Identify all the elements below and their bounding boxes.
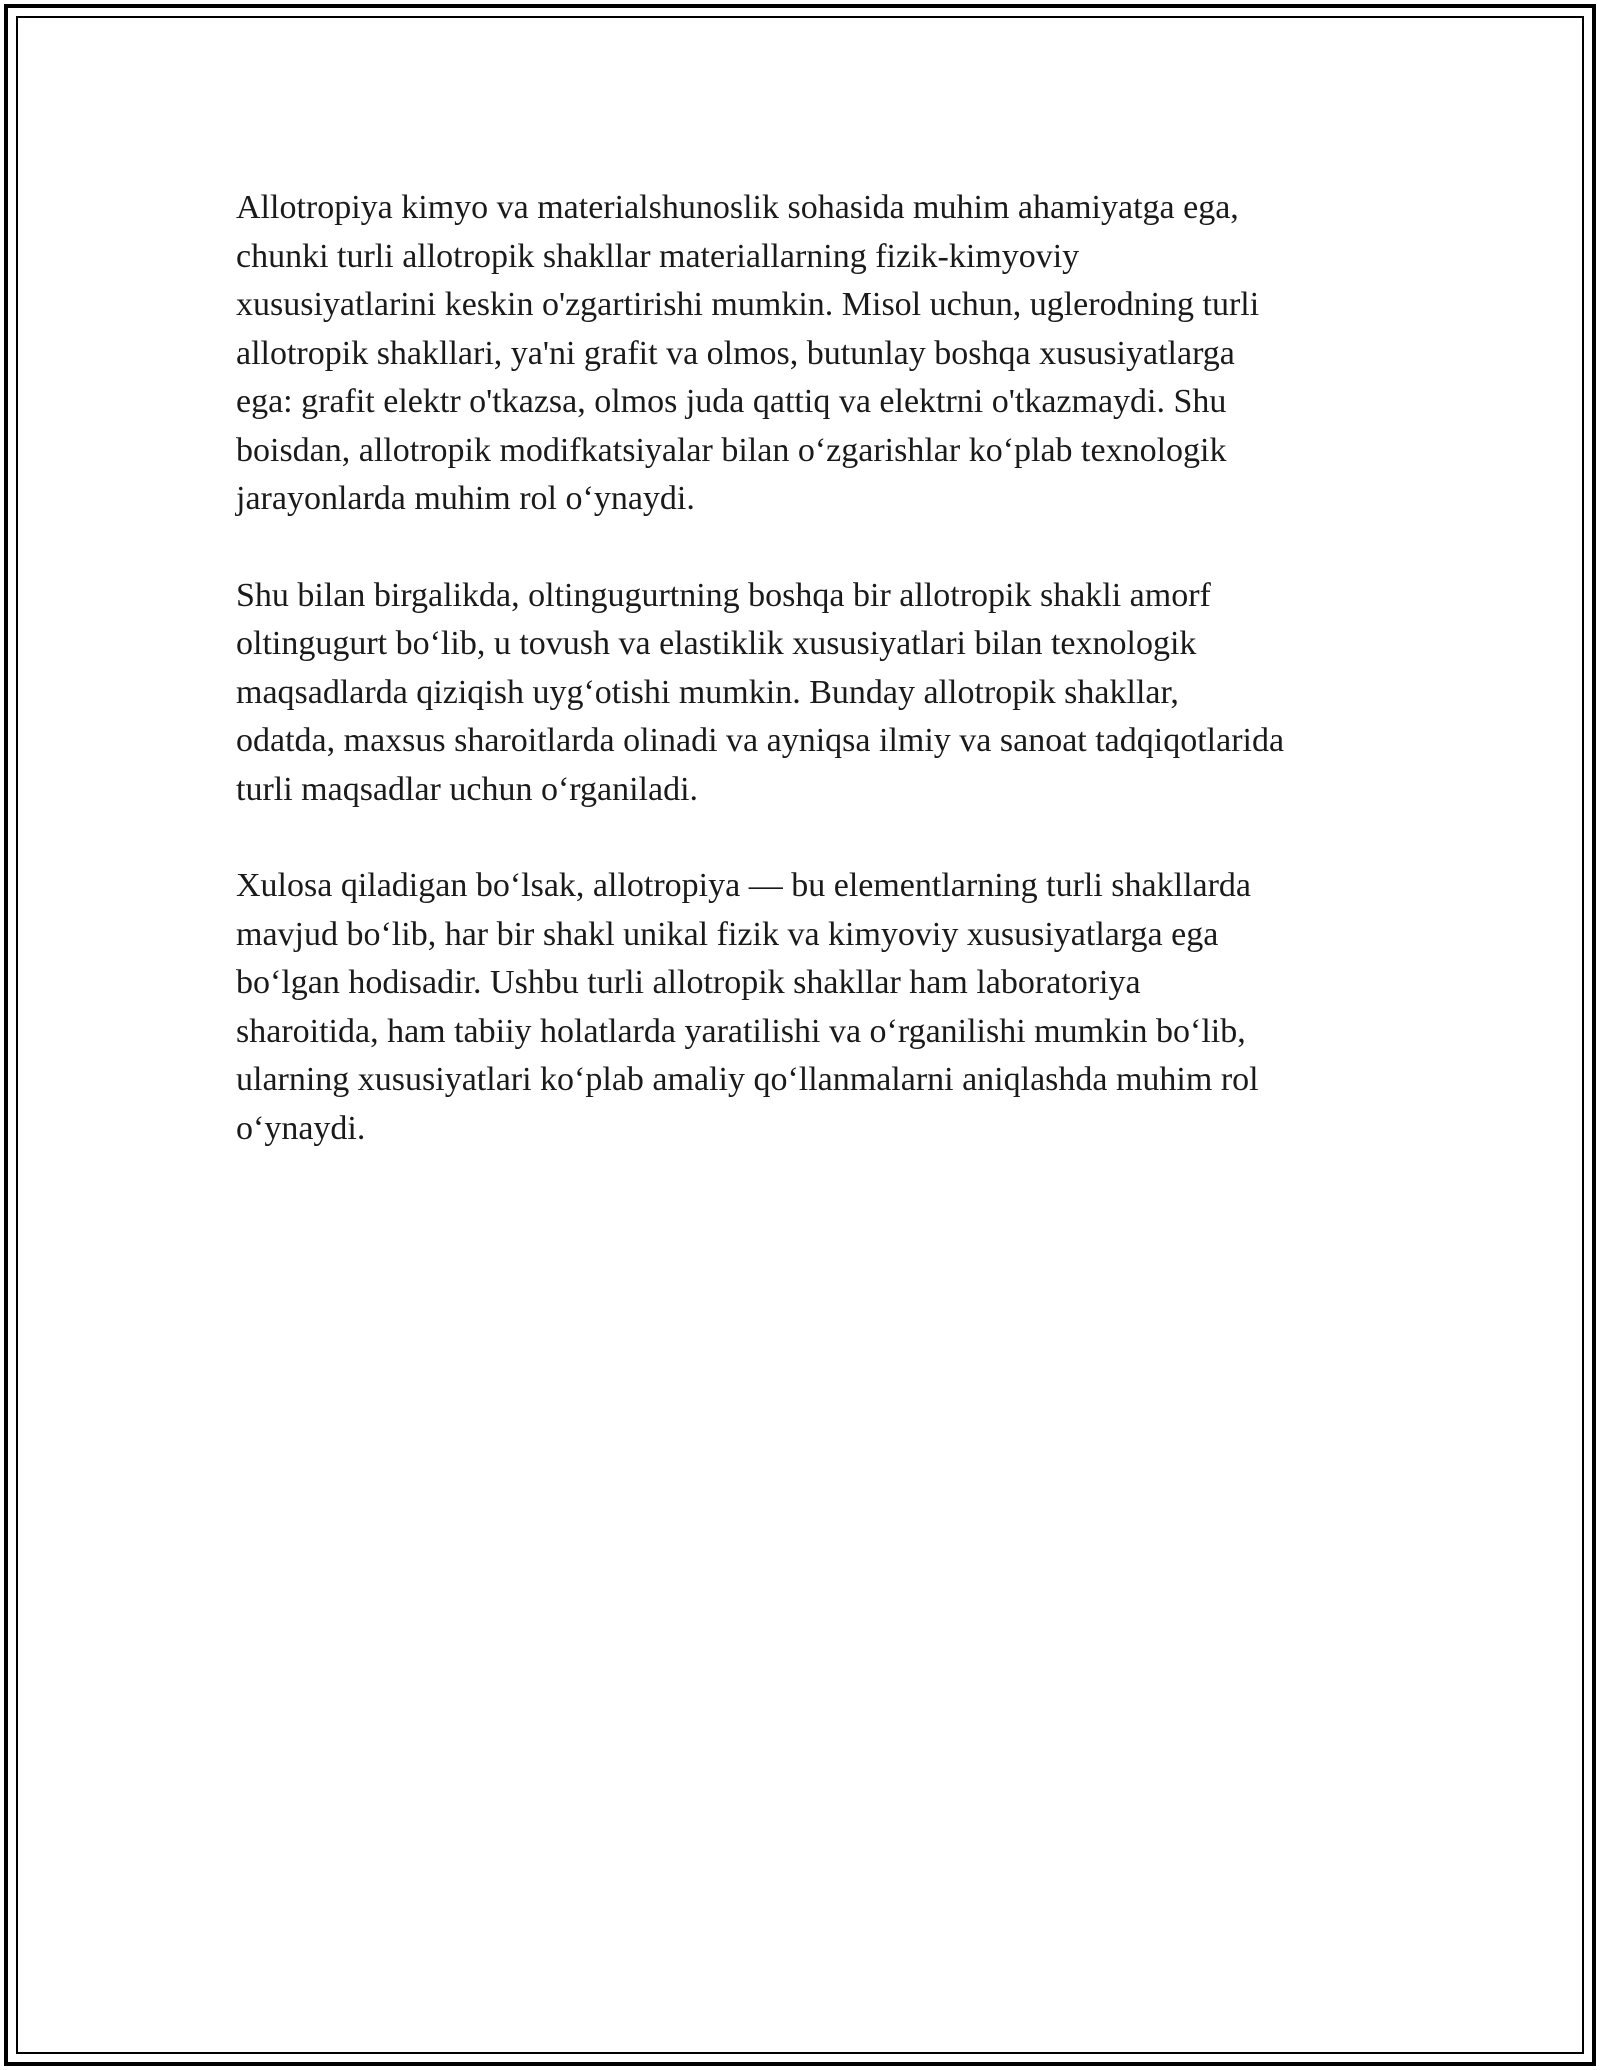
paragraph-1: Allotropiya kimyo va materialshunoslik sohasida muhim ahamiyatga ega, chunki turli allotropik shakllar materiallarning fizik-kimyoviy xususiyatlarini keskin o'zgartirishi mumkin. Misol uchun, uglerodning turli allotropik shakllari, ya'ni grafit va olmos, butunlay boshqa xususiyatlarga ega: grafit elektr o'tkazsa, olmos juda qattiq va elektrni o'tkazmaydi. Shu boisdan, allotropik modifkatsiyalar bilan o‘zgarishlar ko‘plab texnologik jarayonlarda muhim rol o‘ynaydi. [236,189,1260,517]
document-body [236,184,1396,1201]
paragraph-3: Xulosa qiladigan bo‘lsak, allotropiya — bu elementlarning turli shakllarda mavjud bo‘lib, har bir shakl unikal fizik va kimyoviy xususiyatlarga ega bo‘lgan hodisadir. Ushbu turli allotropik shakllar ham laboratoriya sharoitida, ham tabiiy holatlarda yaratilishi va o‘rganilishi mumkin bo‘lib, ularning xususiyatlari ko‘plab amaliy qo‘llanmalarni aniqlashda muhim rol o‘ynaydi. [236,867,1259,1147]
paragraph-2: Shu bilan birgalikda, oltingugurtning boshqa bir allotropik shakli amorf oltingugurt bo‘lib, u tovush va elastiklik xususiyatlari bilan texnologik maqsadlarda qiziqish uyg‘otishi mumkin. Bunday allotropik shakllar, odatda, maxsus sharoitlarda olinadi va ayniqsa ilmiy va sanoat tadqiqotlarida turli maqsadlar uchun o‘rganiladi. [236,576,1285,808]
